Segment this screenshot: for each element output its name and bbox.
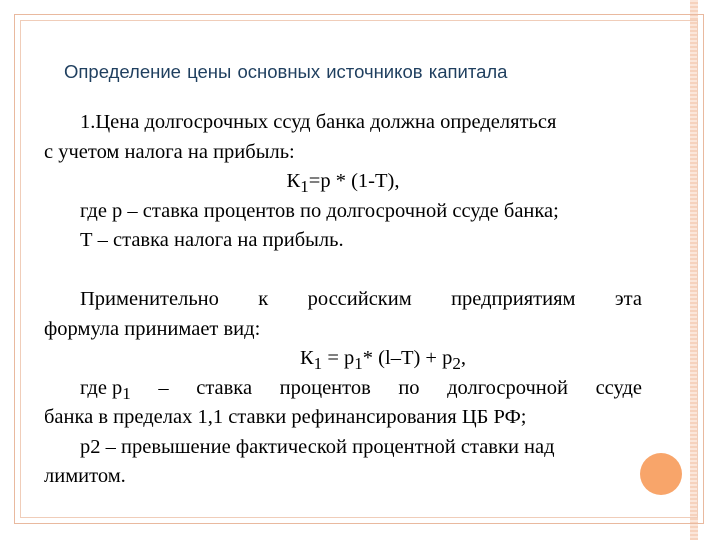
paragraph-line: р2 – превышение фактической процентной ставки над [80,435,555,458]
paragraph-line: формула принимает вид: [44,317,261,340]
paragraph-line: Применительно к российским предприятиям эта [80,288,642,310]
paragraph-line: 1.Цена долгосрочных ссуд банка должна определяться [80,111,557,133]
paragraph-line: лимитом. [44,465,126,487]
formula-1: $К_1=р * (1-Т)$, [286,170,400,197]
paragraph-line: с учетом налога на прибыль: [44,140,295,163]
slide-title: Определение цены основных источников капитала [64,61,508,82]
paragraph-line: Т – ставка налога на прибыль. [80,229,344,251]
paragraph-line: где р – ставка процентов по долгосрочной ссуде банка; [80,199,559,222]
decorative-circle [640,453,682,495]
paragraph-line: где $р_1$ – ставка процентов по долгосрочной ссуде [80,376,642,403]
paragraph-line: банка в пределах 1,1 ставки рефинансирования ЦБ РФ; [44,406,527,428]
formula-2: $К_1 = p_1*$ $(l-T) + p_2$, [299,347,467,374]
slide-body [44,108,642,492]
